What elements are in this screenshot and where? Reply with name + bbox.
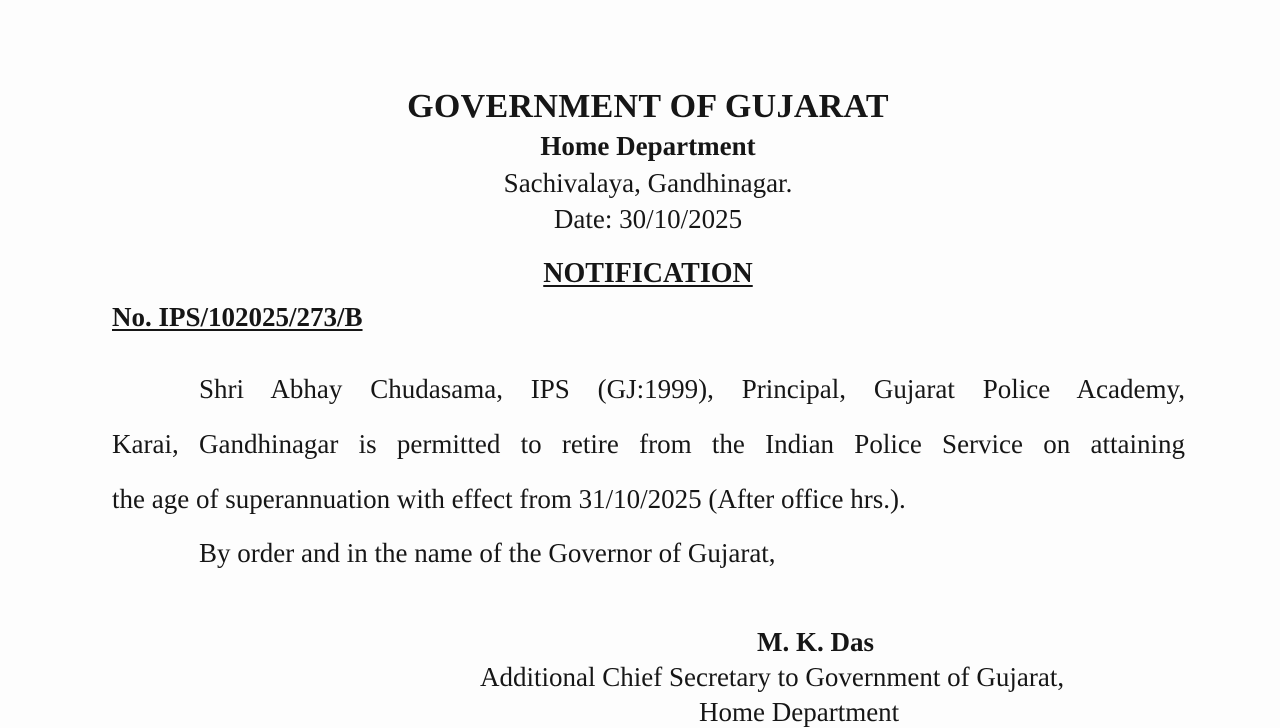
notification-heading: NOTIFICATION xyxy=(543,258,753,289)
order-line: By order and in the name of the Governor of Gujarat, xyxy=(199,538,776,568)
body-line-2: Karai, Gandhinagar is permitted to retire from the Indian Police Service on attaining xyxy=(112,429,1185,459)
signatory-designation: Additional Chief Secretary to Government of Gujarat, xyxy=(480,662,1065,692)
government-title: GOVERNMENT OF GUJARAT xyxy=(407,88,889,125)
department-name: Home Department xyxy=(540,131,756,161)
body-line-1: Shri Abhay Chudasama, IPS (GJ:1999), Principal, Gujarat Police Academy, xyxy=(199,374,1185,404)
notification-date: Date: 30/10/2025 xyxy=(553,204,743,234)
office-location: Sachivalaya, Gandhinagar. xyxy=(503,168,793,198)
signatory-department: Home Department xyxy=(699,697,900,727)
body-line-3: the age of superannuation with effect from 31/10/2025 (After office hrs.). xyxy=(112,484,906,514)
signatory-name: M. K. Das xyxy=(757,627,874,657)
notification-number: No. IPS/102025/273/B xyxy=(112,302,363,332)
